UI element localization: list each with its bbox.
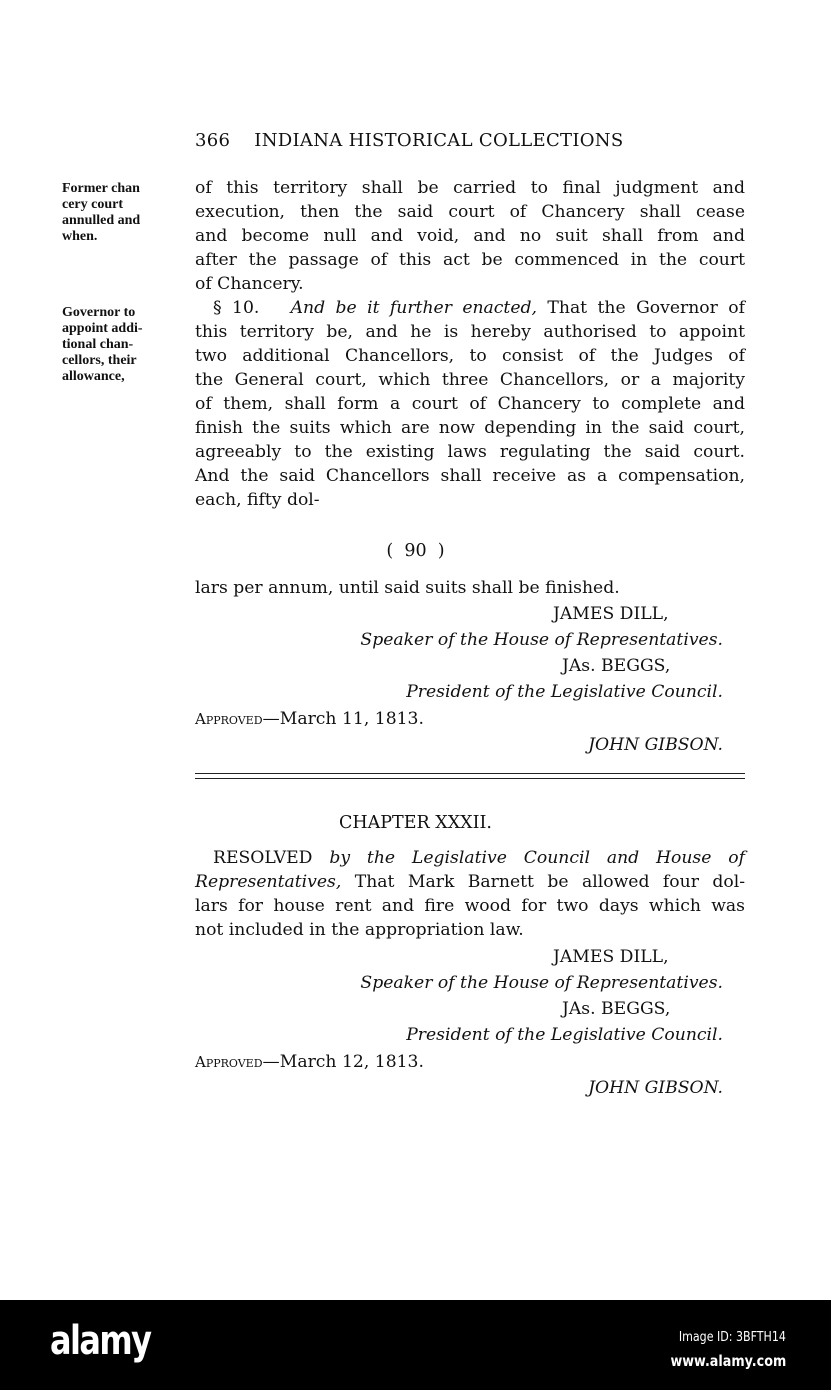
site-url: www.alamy.com (670, 1352, 786, 1370)
text-line: not included in the appropriation law. (195, 920, 524, 940)
resolution-text (195, 846, 745, 942)
image-id: Image ID: 3BFTH14 (678, 1330, 786, 1345)
approved-label: Approved (195, 1053, 263, 1071)
note-line: Former chan (62, 181, 140, 196)
text-line: execution, then the said court of Chancery shall cease (195, 202, 745, 222)
margin-note-governor (62, 305, 172, 385)
folio-number: ( 90 ) (386, 541, 445, 561)
approved-line (195, 709, 424, 729)
text-fragment: That the Governor of (547, 298, 745, 318)
note-line: cellors, their (62, 353, 137, 368)
note-line: annulled and (62, 213, 141, 228)
text-line: and become null and void, and no suit shall from and (195, 226, 745, 246)
note-line: appoint addi- (62, 321, 143, 336)
president-title: President of the Legislative Council. (406, 1025, 723, 1045)
note-line: allowance, (62, 369, 125, 384)
note-line: when. (62, 229, 98, 244)
margin-note-chancery (62, 181, 172, 245)
note-line: Governor to (62, 305, 136, 320)
section-text (195, 176, 745, 512)
divider-rule (195, 778, 745, 779)
text-line (195, 870, 745, 894)
text-line: of them, shall form a court of Chancery to complete and (195, 394, 745, 414)
divider-rule (195, 773, 745, 774)
note-line: tional chan- (62, 337, 134, 352)
note-line: cery court (62, 197, 124, 212)
text-line: this territory be, and he is hereby authorised to appoint (195, 322, 745, 342)
resolved-word: RESOLVED (213, 848, 313, 868)
section-10-line (195, 296, 745, 320)
section-mark: § 10. (213, 298, 260, 318)
alamy-logo: alamy (50, 1318, 151, 1364)
text-line: the General court, which three Chancellors, or a majority (195, 370, 745, 390)
president-title: President of the Legislative Council. (406, 682, 723, 702)
governor-name: JOHN GIBSON. (588, 735, 723, 755)
president-name: JAs. BEGGS, (562, 999, 671, 1019)
approved-label: Approved (195, 710, 263, 728)
speaker-name: JAMES DILL, (553, 604, 669, 624)
speaker-name: JAMES DILL, (553, 947, 669, 967)
text-line: And the said Chancellors shall receive as a compensation, (195, 466, 745, 486)
enacting-clause: And be it further enacted, (290, 298, 537, 318)
speaker-title: Speaker of the House of Representatives. (360, 973, 723, 993)
text-fragment: That Mark Barnett be allowed four dol- (354, 872, 746, 892)
text-line: agreeably to the existing laws regulating the said court. (195, 442, 745, 462)
speaker-title: Speaker of the House of Representatives. (360, 630, 723, 650)
chapter-title: CHAPTER XXXII. (338, 813, 492, 833)
running-header (195, 130, 685, 151)
governor-name: JOHN GIBSON. (588, 1078, 723, 1098)
text-fragment: Representatives, (195, 872, 342, 892)
continuation-line: lars per annum, until said suits shall be finished. (195, 578, 620, 598)
approved-line (195, 1052, 424, 1072)
text-line: of Chancery. (195, 274, 304, 294)
president-name: JAs. BEGGS, (562, 656, 671, 676)
text-line: lars for house rent and fire wood for two days which was (195, 896, 745, 916)
text-fragment: by the Legislative Council and House of (329, 848, 745, 868)
text-line: after the passage of this act be commenced in the court (195, 250, 745, 270)
text-line: two additional Chancellors, to consist of the Judges of (195, 346, 745, 366)
text-line: finish the suits which are now depending in the said court, (195, 418, 745, 438)
text-line: each, fifty dol- (195, 490, 320, 510)
approved-date: —March 12, 1813. (262, 1052, 424, 1072)
page-number: 366 (195, 130, 231, 151)
text-line (195, 846, 745, 870)
header-title: INDIANA HISTORICAL COLLECTIONS (254, 130, 624, 151)
watermark-bar (0, 1300, 831, 1390)
text-line: of this territory shall be carried to final judgment and (195, 178, 745, 198)
approved-date: —March 11, 1813. (262, 709, 424, 729)
